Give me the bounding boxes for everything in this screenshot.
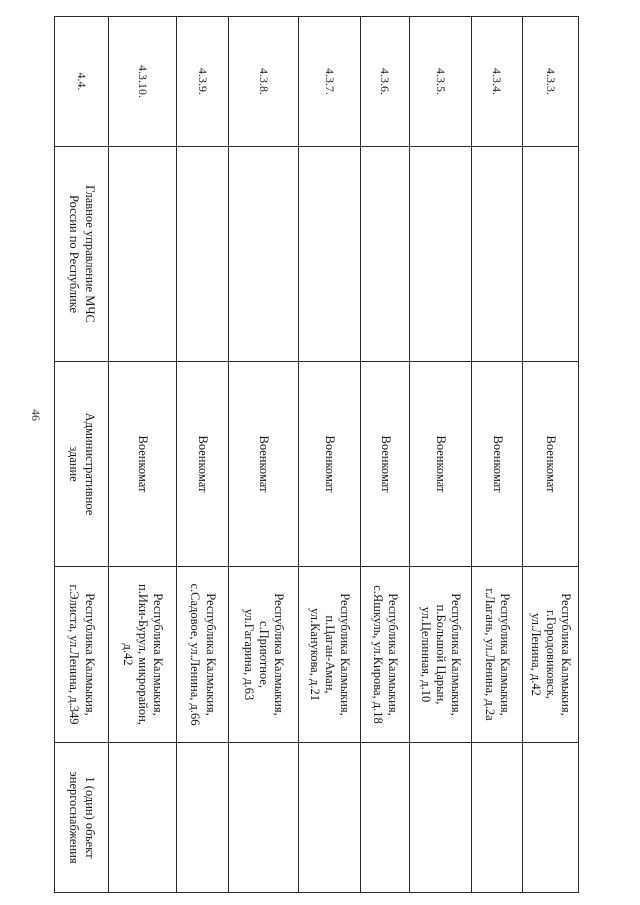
object-name: Военкомат [136,435,151,493]
note-cell [109,743,177,893]
row-number: 4.3.6. [378,68,393,95]
object-cell [361,362,410,567]
object-address: Республика Калмыкия, с.Яшкуль, ул.Кирова, д.18 [371,585,401,724]
object-address: Республика Калмыкия, г.Элиста, ул.Ленина, д.349 [67,584,97,725]
object-cell [523,362,579,567]
page-number: 46 [29,409,43,421]
organization-cell [410,147,472,362]
row-number: 4.3.9. [195,68,210,95]
note-cell [523,743,579,893]
row-number: 4.3.10. [135,65,150,98]
row-number: 4.3.5. [433,68,448,95]
note-cell [229,743,299,893]
row-number: 4.4. [74,72,89,91]
note-cell [472,743,523,893]
object-address: Республика Калмыкия, п.Большой Царын, ул.Целинная, д.10 [418,593,464,716]
organization-name: Главное управление МЧС России по Республике [67,185,97,323]
row-number-cell [410,17,472,147]
organization-cell [299,147,361,362]
object-address: Республика Калмыкия, г.Городовиковск, ул.Ленина, д.42 [528,593,574,716]
organization-cell [55,147,109,362]
address-cell [472,567,523,743]
object-cell [109,362,177,567]
organization-cell [361,147,410,362]
object-name: Военкомат [434,435,449,493]
row-number-cell [472,17,523,147]
note-cell [410,743,472,893]
address-cell [229,567,299,743]
table-row [229,17,299,893]
address-cell [410,567,472,743]
table-row [410,17,472,893]
object-address: Республика Калмыкия, с.Приютное, ул.Гагарина, д.63 [241,593,287,716]
objects-table [54,16,579,893]
row-number: 4.3.4. [490,68,505,95]
row-number-cell [55,17,109,147]
note-cell [361,743,410,893]
object-cell [410,362,472,567]
organization-cell [177,147,229,362]
object-address: Республика Калмыкия, п.Цаган-Аман, ул.Канукова, д.21 [307,593,353,716]
object-address: Республика Калмыкия, г.Лагань, ул.Ленина, д.2а [483,588,513,721]
table-row [299,17,361,893]
organization-cell [229,147,299,362]
organization-cell [523,147,579,362]
table-row [523,17,579,893]
address-cell [109,567,177,743]
table-row [177,17,229,893]
table-row [55,17,109,893]
row-number-cell [229,17,299,147]
row-number-cell [109,17,177,147]
row-number: 4.3.3. [543,68,558,95]
object-name: Военкомат [323,435,338,493]
row-number: 4.3.8. [256,68,271,95]
row-number-cell [523,17,579,147]
address-cell [177,567,229,743]
object-name: Административное здание [67,412,97,516]
address-cell [299,567,361,743]
note-cell [177,743,229,893]
organization-cell [472,147,523,362]
row-number-cell [177,17,229,147]
address-cell [361,567,410,743]
object-name: Военкомат [490,435,505,493]
object-cell [472,362,523,567]
address-cell [523,567,579,743]
object-name: Военкомат [544,435,559,493]
object-cell [177,362,229,567]
note-cell [55,743,109,893]
object-name: Военкомат [257,435,272,493]
object-name: Военкомат [378,435,393,493]
object-cell [55,362,109,567]
object-cell [299,362,361,567]
table-row [361,17,410,893]
object-name: Военкомат [196,435,211,493]
organization-cell [109,147,177,362]
object-address: Республика Калмыкия, с.Садовое, ул.Ленина, д.66 [188,583,218,726]
row-number-cell [299,17,361,147]
address-cell [55,567,109,743]
table-row [109,17,177,893]
table-wrapper [55,16,579,892]
row-number: 4.3.7. [322,68,337,95]
row-number-cell [361,17,410,147]
object-cell [229,362,299,567]
object-address: Республика Калмыкия, п.Ики-Бурул, микрорайон, д.42 [120,584,166,725]
table-row [472,17,523,893]
note-cell [299,743,361,893]
object-note: 1 (один) объект энергоснабжения [67,771,97,864]
